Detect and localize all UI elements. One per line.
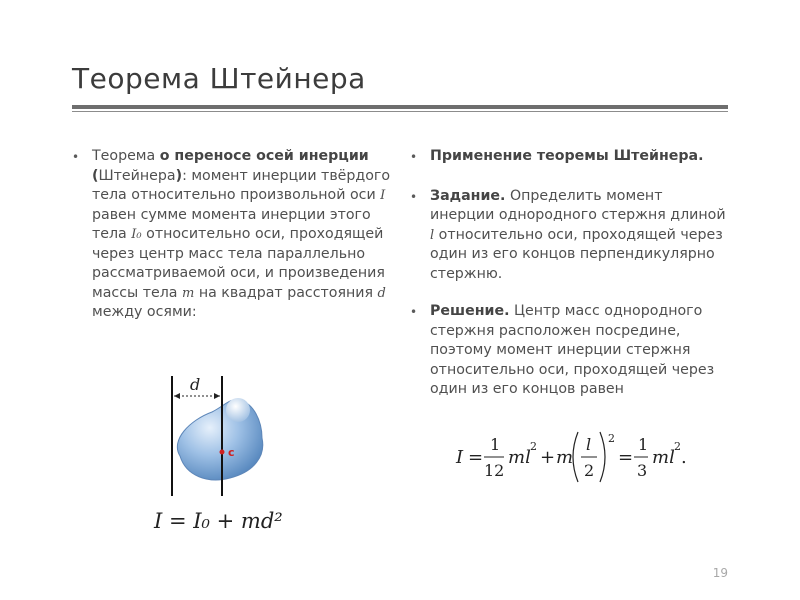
eq-paren-right: [600, 432, 605, 482]
eq-paren-left: [573, 432, 578, 482]
bullet-icon: •: [410, 150, 418, 164]
label-d: d: [190, 375, 201, 394]
label-c: c: [228, 446, 235, 459]
heading-paragraph: [410, 147, 730, 167]
rigid-body-bump: [226, 398, 250, 422]
arrow-head-left: [174, 393, 180, 399]
task-paragraph: [410, 187, 730, 285]
eq-end: .: [681, 447, 687, 468]
solution-equation: [452, 428, 692, 486]
eq-sq2: 2: [608, 432, 615, 445]
arrow-head-right: [214, 393, 220, 399]
title-divider-thin: [72, 111, 728, 112]
eq-equals: =: [468, 447, 484, 468]
bullet-icon: •: [410, 305, 418, 319]
steiner-formula: [150, 500, 300, 538]
eq-equals2: =: [618, 447, 634, 468]
theorem-text-a: Теорема: [92, 148, 160, 164]
eq-plus: +: [540, 447, 556, 468]
solution-paragraph: [410, 302, 730, 400]
eq-sq3: 2: [674, 440, 681, 453]
theorem-text-g: между осями:: [92, 304, 197, 320]
theorem-paragraph: [72, 147, 402, 323]
eq-f1-den: 12: [484, 461, 505, 480]
var-I: I: [380, 188, 386, 203]
bullet-icon: •: [72, 150, 80, 164]
rigid-body-shape: [177, 400, 262, 480]
var-m: m: [181, 285, 195, 301]
solution-label: Решение.: [430, 303, 510, 319]
eq-lhs: I: [456, 447, 464, 468]
application-heading: Применение теоремы Штейнера.: [430, 148, 704, 164]
theorem-bold-b: ): [175, 167, 183, 184]
eq-f2-num: l: [586, 435, 592, 454]
task-label: Задание.: [430, 187, 506, 204]
formula-text: I = I₀ + md²: [154, 509, 283, 533]
eq-ml: ml: [508, 447, 531, 468]
theorem-text-f: на квадрат расстояния: [194, 284, 378, 301]
right-column: [410, 147, 730, 400]
var-l: l: [430, 227, 435, 243]
title-divider-thick: [72, 105, 728, 109]
eq-m: m: [556, 447, 574, 468]
eq-f3-den: 3: [637, 461, 648, 480]
eq-f2-den: 2: [584, 461, 595, 480]
theorem-text-c: : момент инерции твёрдого тела относительно произвольной оси: [92, 167, 391, 203]
theorem-text-e: относительно оси, проходящей через центр масс тела параллельно рассматриваемой оси, и произведения массы тела: [92, 226, 385, 301]
eq-f1-num: 1: [490, 435, 501, 454]
eq-f3-num: 1: [638, 435, 649, 454]
theorem-bold-a: о переносе осей инерции (: [92, 148, 369, 184]
page-number: 19: [712, 566, 728, 580]
slide-title: Теорема Штейнера: [72, 62, 366, 95]
var-d: d: [377, 285, 386, 301]
solution-text: Центр масс однородного стержня расположен посредине, поэтому момент инерции стержня относительно оси, проходящей через один из его концов равен: [430, 303, 715, 397]
eq-sq1: 2: [530, 440, 537, 453]
left-column: [72, 147, 402, 323]
task-text-b: относительно оси, проходящей через один из его концов перпендикулярно стержню.: [430, 226, 723, 282]
eq-ml-2: ml: [652, 447, 675, 468]
center-of-mass-point: [220, 450, 225, 455]
theorem-text-b: Штейнера: [98, 167, 176, 184]
steiner-figure: [150, 368, 290, 503]
bullet-icon: •: [410, 189, 418, 204]
task-text-a: Определить момент инерции однородного стержня длиной: [430, 187, 726, 223]
theorem-text-d: равен сумме момента инерции этого тела: [92, 206, 371, 242]
var-I0: I₀: [131, 227, 142, 242]
